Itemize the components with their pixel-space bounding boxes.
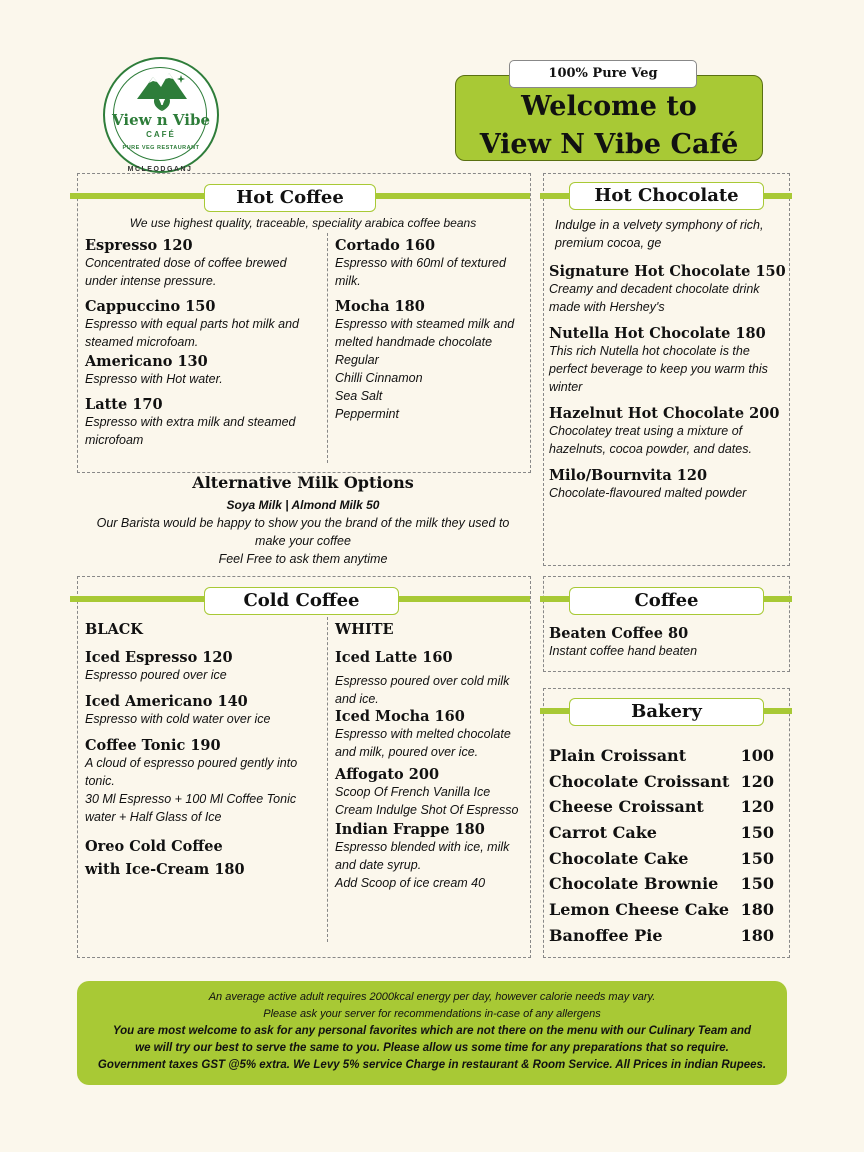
footer-line: You are most welcome to ask for any personal favorites which are not there on the menu with our Culinary Team and [112,1025,752,1037]
item-desc: Espresso with Hot water. [85,372,223,386]
menu-item [85,353,321,388]
item-title: Hazelnut Hot Chocolate 200 [549,405,780,422]
bakery-item-name: Carrot Cake [549,823,657,843]
bakery-item [549,746,774,772]
item-title: Iced Mocha 160 [335,708,465,725]
alt-milk-note: Feel Free to ask them anytime [218,552,388,566]
item-desc: Add Scoop of ice cream 40 [335,876,486,890]
item-desc: Chocolate-flavoured malted powder [549,486,747,500]
hot-chocolate-list [549,263,787,502]
menu-item [549,325,787,396]
cold-coffee-white [335,621,527,892]
bakery-item-name: Banoffee Pie [549,925,663,945]
alt-milk-section [77,473,529,568]
menu-item [335,237,527,290]
item-title: Mocha 180 [335,298,425,315]
cold-coffee-black [85,621,321,881]
item-title: Americano 130 [85,353,208,370]
item-desc: Espresso blended with ice, milk and date syrup. [335,840,510,872]
logo-tagline: PURE VEG RESTAURANT [122,145,200,151]
mocha-option: Regular [335,353,379,367]
hot-chocolate-intro: Indulge in a velvety symphony of rich, premium cocoa, ge [555,218,764,250]
item-title: Iced Americano 140 [85,693,248,710]
alt-milk-note: Our Barista would be happy to show you the brand of the milk they used to [96,516,510,530]
cold-coffee-divider [327,617,328,942]
bakery-item-price: 150 [740,823,774,843]
menu-item [85,298,321,351]
bakery-item-price: 150 [740,874,774,894]
bakery-item [549,823,774,849]
menu-item [85,737,321,826]
item-title: Latte 170 [85,396,163,413]
alt-milk-note: make your coffee [255,534,351,548]
item-title: Indian Frappe 180 [335,821,485,838]
white-label: WHITE [335,621,394,638]
bakery-item-name: Chocolate Brownie [549,874,719,894]
footer-line: An average active adult requires 2000kcal energy per day, however calorie needs may vary. [208,991,656,1003]
hot-coffee-right [335,237,527,423]
logo-cafe: CAFÉ [146,130,176,139]
logo-name: View n Vibe [112,111,210,129]
item-desc: This rich Nutella hot chocolate is the perfect beverage to keep you warm this winter [549,344,768,394]
mocha-option: Peppermint [335,407,399,421]
bakery-item-price: 120 [740,771,774,791]
welcome-line-1: Welcome to [521,91,697,122]
item-title: Nutella Hot Chocolate 180 [549,325,766,342]
item-desc: Espresso with steamed milk and melted handmade chocolate [335,317,515,349]
menu-item [549,467,787,502]
black-label: BLACK [85,621,143,638]
menu-item [335,649,527,708]
item-desc: Scoop Of French Vanilla Ice Cream Indulge Shot Of Espresso [335,785,519,817]
item-title: Signature Hot Chocolate 150 [549,263,786,280]
coffee-title: Coffee [569,587,764,615]
footer-line: we will try our best to serve the same to you. Please allow us some time for any preparations that so require. [135,1042,729,1054]
bakery-item [549,900,774,926]
hot-chocolate-title: Hot Chocolate [569,182,764,210]
footer-line: Government taxes GST @5% extra. We Levy 5% service Charge in restaurant & Room Service. All Prices in indian Rupees. [97,1059,767,1071]
bakery-item [549,926,774,952]
item-desc: Espresso with 60ml of textured milk. [335,256,506,288]
hot-coffee-left [85,237,321,449]
item-title: Milo/Bournvita 120 [549,467,708,484]
bakery-item [549,797,774,823]
bakery-item [549,772,774,798]
welcome-title [456,88,762,164]
item-desc: Chocolatey treat using a mixture of hazelnuts, cocoa powder, and dates. [549,424,752,456]
item-title: Iced Espresso 120 [85,649,233,666]
bakery-item [549,849,774,875]
alt-milk-options: Soya Milk | Almond Milk 50 [226,498,380,512]
mocha-option: Chilli Cinnamon [335,371,423,385]
bakery-item-name: Chocolate Cake [549,848,689,868]
bakery-item-name: Chocolate Croissant [549,771,730,791]
item-desc: Espresso with cold water over ice [85,712,271,726]
menu-item [335,821,527,892]
bakery-item-price: 180 [740,900,774,920]
item-desc: Instant coffee hand beaten [549,644,698,658]
menu-item [85,237,321,290]
bakery-item-price: 150 [740,848,774,868]
bakery-item-price: 100 [740,746,774,765]
bakery-item [549,874,774,900]
logo [103,57,219,173]
logo-location: MCLEODGANJ [127,166,193,173]
footer-note [77,981,787,1085]
bakery-item-price: 180 [740,925,774,945]
item-title: Cappuccino 150 [85,298,216,315]
item-title: Cortado 160 [335,237,436,254]
item-desc: Concentrated dose of coffee brewed under intense pressure. [85,256,287,288]
hot-coffee-subtitle: We use highest quality, traceable, speciality arabica coffee beans [129,216,477,230]
hot-coffee-title: Hot Coffee [204,184,376,212]
item-desc: Creamy and decadent chocolate drink made with Hershey's [549,282,760,314]
menu-item [335,708,527,761]
mountain-icon [135,69,189,113]
item-title: Iced Latte 160 [335,649,453,666]
item-desc: Espresso with equal parts hot milk and steamed microfoam. [85,317,299,349]
item-title: Oreo Cold Coffee [85,838,223,855]
menu-item [335,298,527,423]
menu-item [549,625,785,660]
item-desc: 30 Ml Espresso + 100 Ml Coffee Tonic water + Half Glass of Ice [85,792,297,824]
item-title: with Ice-Cream 180 [85,861,245,878]
menu-item [85,693,321,728]
item-title: Affogato 200 [335,766,440,783]
item-desc: Espresso with extra milk and steamed microfoam [85,415,296,447]
item-desc: A cloud of espresso poured gently into tonic. [85,756,298,788]
pure-veg-tag: 100% Pure Veg [509,60,697,88]
footer-line: Please ask your server for recommendations in-case of any allergens [263,1008,601,1020]
cold-coffee-title: Cold Coffee [204,587,399,615]
menu-item [549,405,787,458]
bakery-item-name: Plain Croissant [549,746,687,765]
bakery-item-name: Cheese Croissant [549,797,704,817]
bakery-item-name: Lemon Cheese Cake [549,900,730,920]
menu-item [85,649,321,684]
item-desc: Espresso poured over ice [85,668,227,682]
menu-item [335,766,527,819]
item-title: Espresso 120 [85,237,193,254]
bakery-list [549,746,774,952]
welcome-line-2: View N Vibe Café [479,129,739,160]
bakery-item-price: 120 [740,797,774,817]
mocha-option: Sea Salt [335,389,383,403]
menu-item [85,396,321,449]
item-desc: Espresso with melted chocolate and milk, poured over ice. [335,727,511,759]
item-title: Beaten Coffee 80 [549,625,689,642]
hot-coffee-divider [327,233,328,463]
item-title: Coffee Tonic 190 [85,737,221,754]
menu-item [549,263,787,316]
item-desc: Espresso poured over cold milk and ice. [335,674,510,706]
bakery-title: Bakery [569,698,764,726]
alt-milk-title: Alternative Milk Options [192,473,414,492]
